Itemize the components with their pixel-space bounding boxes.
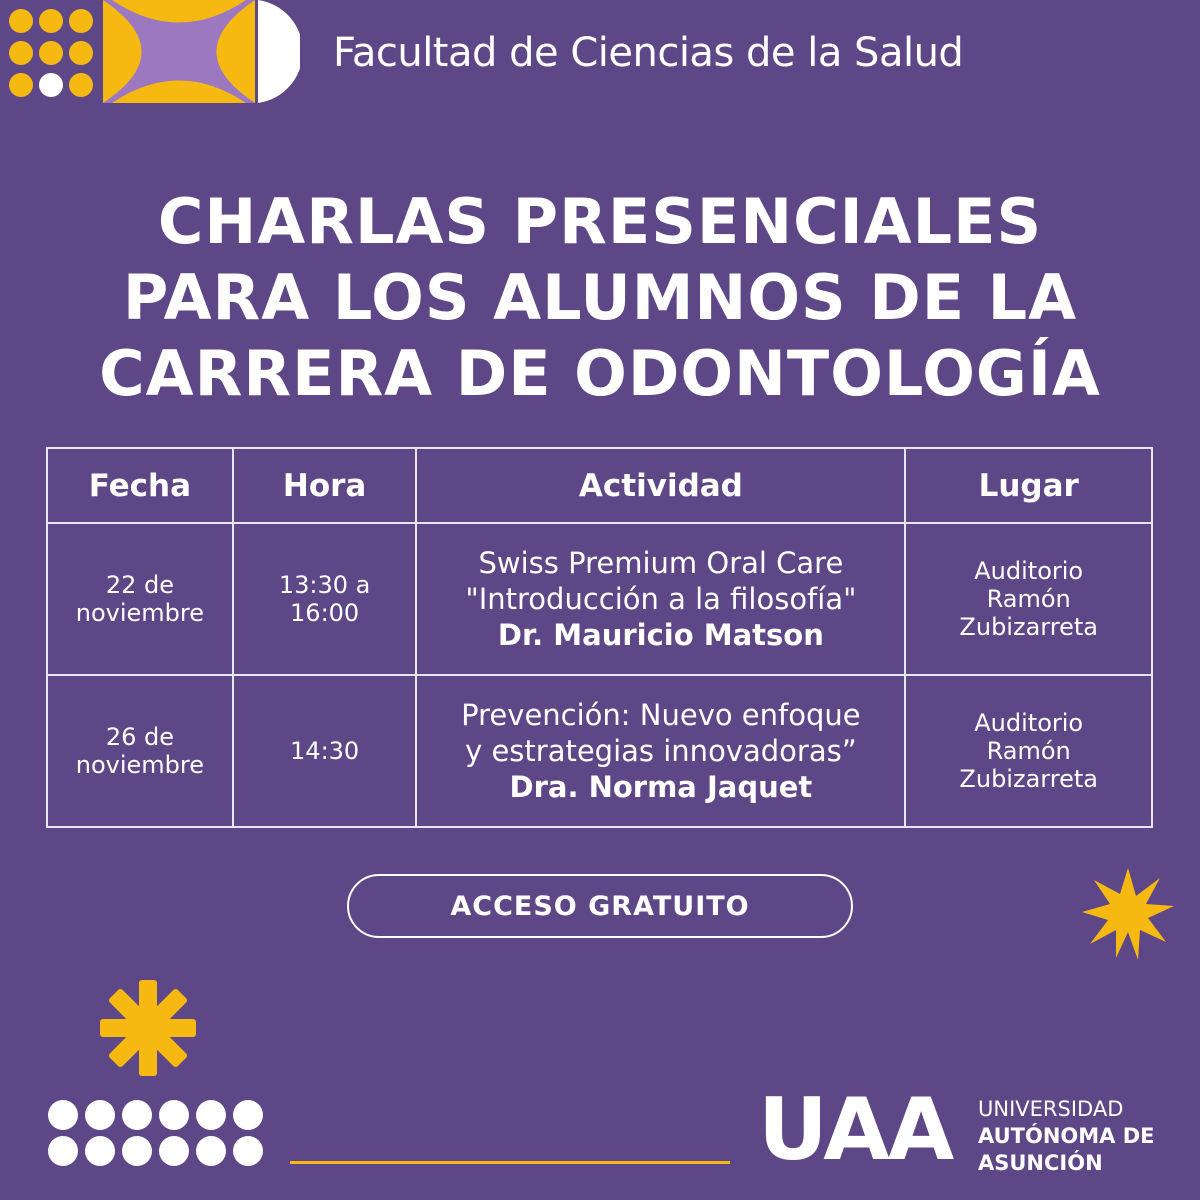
table-row xyxy=(47,675,1152,827)
header-actividad: Actividad xyxy=(416,448,905,523)
speaker-name: Dra. Norma Jaquet xyxy=(509,770,813,804)
faculty-logo-shapes xyxy=(0,0,300,110)
faculty-name: Facultad de Ciencias de la Salud xyxy=(333,30,964,76)
page-title xyxy=(0,184,1200,412)
lugar-line: Auditorio xyxy=(974,709,1084,737)
header-hora: Hora xyxy=(233,448,417,523)
university-name xyxy=(978,1096,1155,1177)
title-line-2: PARA LOS ALUMNOS DE LA xyxy=(122,261,1078,334)
cell-actividad xyxy=(416,523,905,675)
lugar-line: Ramón xyxy=(986,737,1071,765)
header-lugar: Lugar xyxy=(905,448,1152,523)
lugar-line: Zubizarreta xyxy=(959,613,1098,641)
cell-lugar xyxy=(905,523,1152,675)
actividad-line: "Introducción a la filosofía" xyxy=(465,582,857,616)
actividad-line: Swiss Premium Oral Care xyxy=(478,546,844,580)
fecha-line: 22 de xyxy=(105,571,174,599)
dot-grid-icon xyxy=(48,1100,264,1166)
cell-hora xyxy=(233,675,417,827)
uaa-logo: UAA xyxy=(758,1080,953,1180)
starburst-icon xyxy=(1080,866,1176,962)
cell-fecha xyxy=(47,675,233,827)
dot-grid-icon xyxy=(9,9,93,97)
cell-actividad xyxy=(416,675,905,827)
fecha-line: noviembre xyxy=(75,751,205,779)
cell-fecha xyxy=(47,523,233,675)
speaker-name: Dr. Mauricio Matson xyxy=(497,618,824,652)
lugar-line: Zubizarreta xyxy=(959,765,1098,793)
title-line-3: CARRERA DE ODONTOLOGÍA xyxy=(99,337,1101,410)
actividad-line: y estrategias innovadoras” xyxy=(465,734,857,768)
asterisk-icon xyxy=(98,978,198,1078)
schedule-table xyxy=(46,447,1153,828)
university-line-1: UNIVERSIDAD xyxy=(978,1097,1124,1121)
cell-hora xyxy=(233,523,417,675)
title-line-1: CHARLAS PRESENCIALES xyxy=(157,185,1043,258)
access-badge: ACCESO GRATUITO xyxy=(347,874,853,938)
hora-line: 16:00 xyxy=(290,599,360,627)
table-row xyxy=(47,523,1152,675)
lugar-line: Ramón xyxy=(986,585,1071,613)
university-line-2: AUTÓNOMA DE xyxy=(978,1124,1155,1148)
table-header-row xyxy=(47,448,1152,523)
fecha-line: noviembre xyxy=(75,599,205,627)
actividad-line: Prevención: Nuevo enfoque xyxy=(461,698,861,732)
lugar-line: Auditorio xyxy=(974,557,1084,585)
university-line-3: ASUNCIÓN xyxy=(978,1151,1103,1175)
hora-line: 14:30 xyxy=(290,737,360,765)
cell-lugar xyxy=(905,675,1152,827)
fecha-line: 26 de xyxy=(105,723,174,751)
yellow-divider xyxy=(290,1161,730,1164)
half-circle-shape xyxy=(258,0,300,103)
header-fecha: Fecha xyxy=(47,448,233,523)
hora-line: 13:30 a xyxy=(278,571,371,599)
